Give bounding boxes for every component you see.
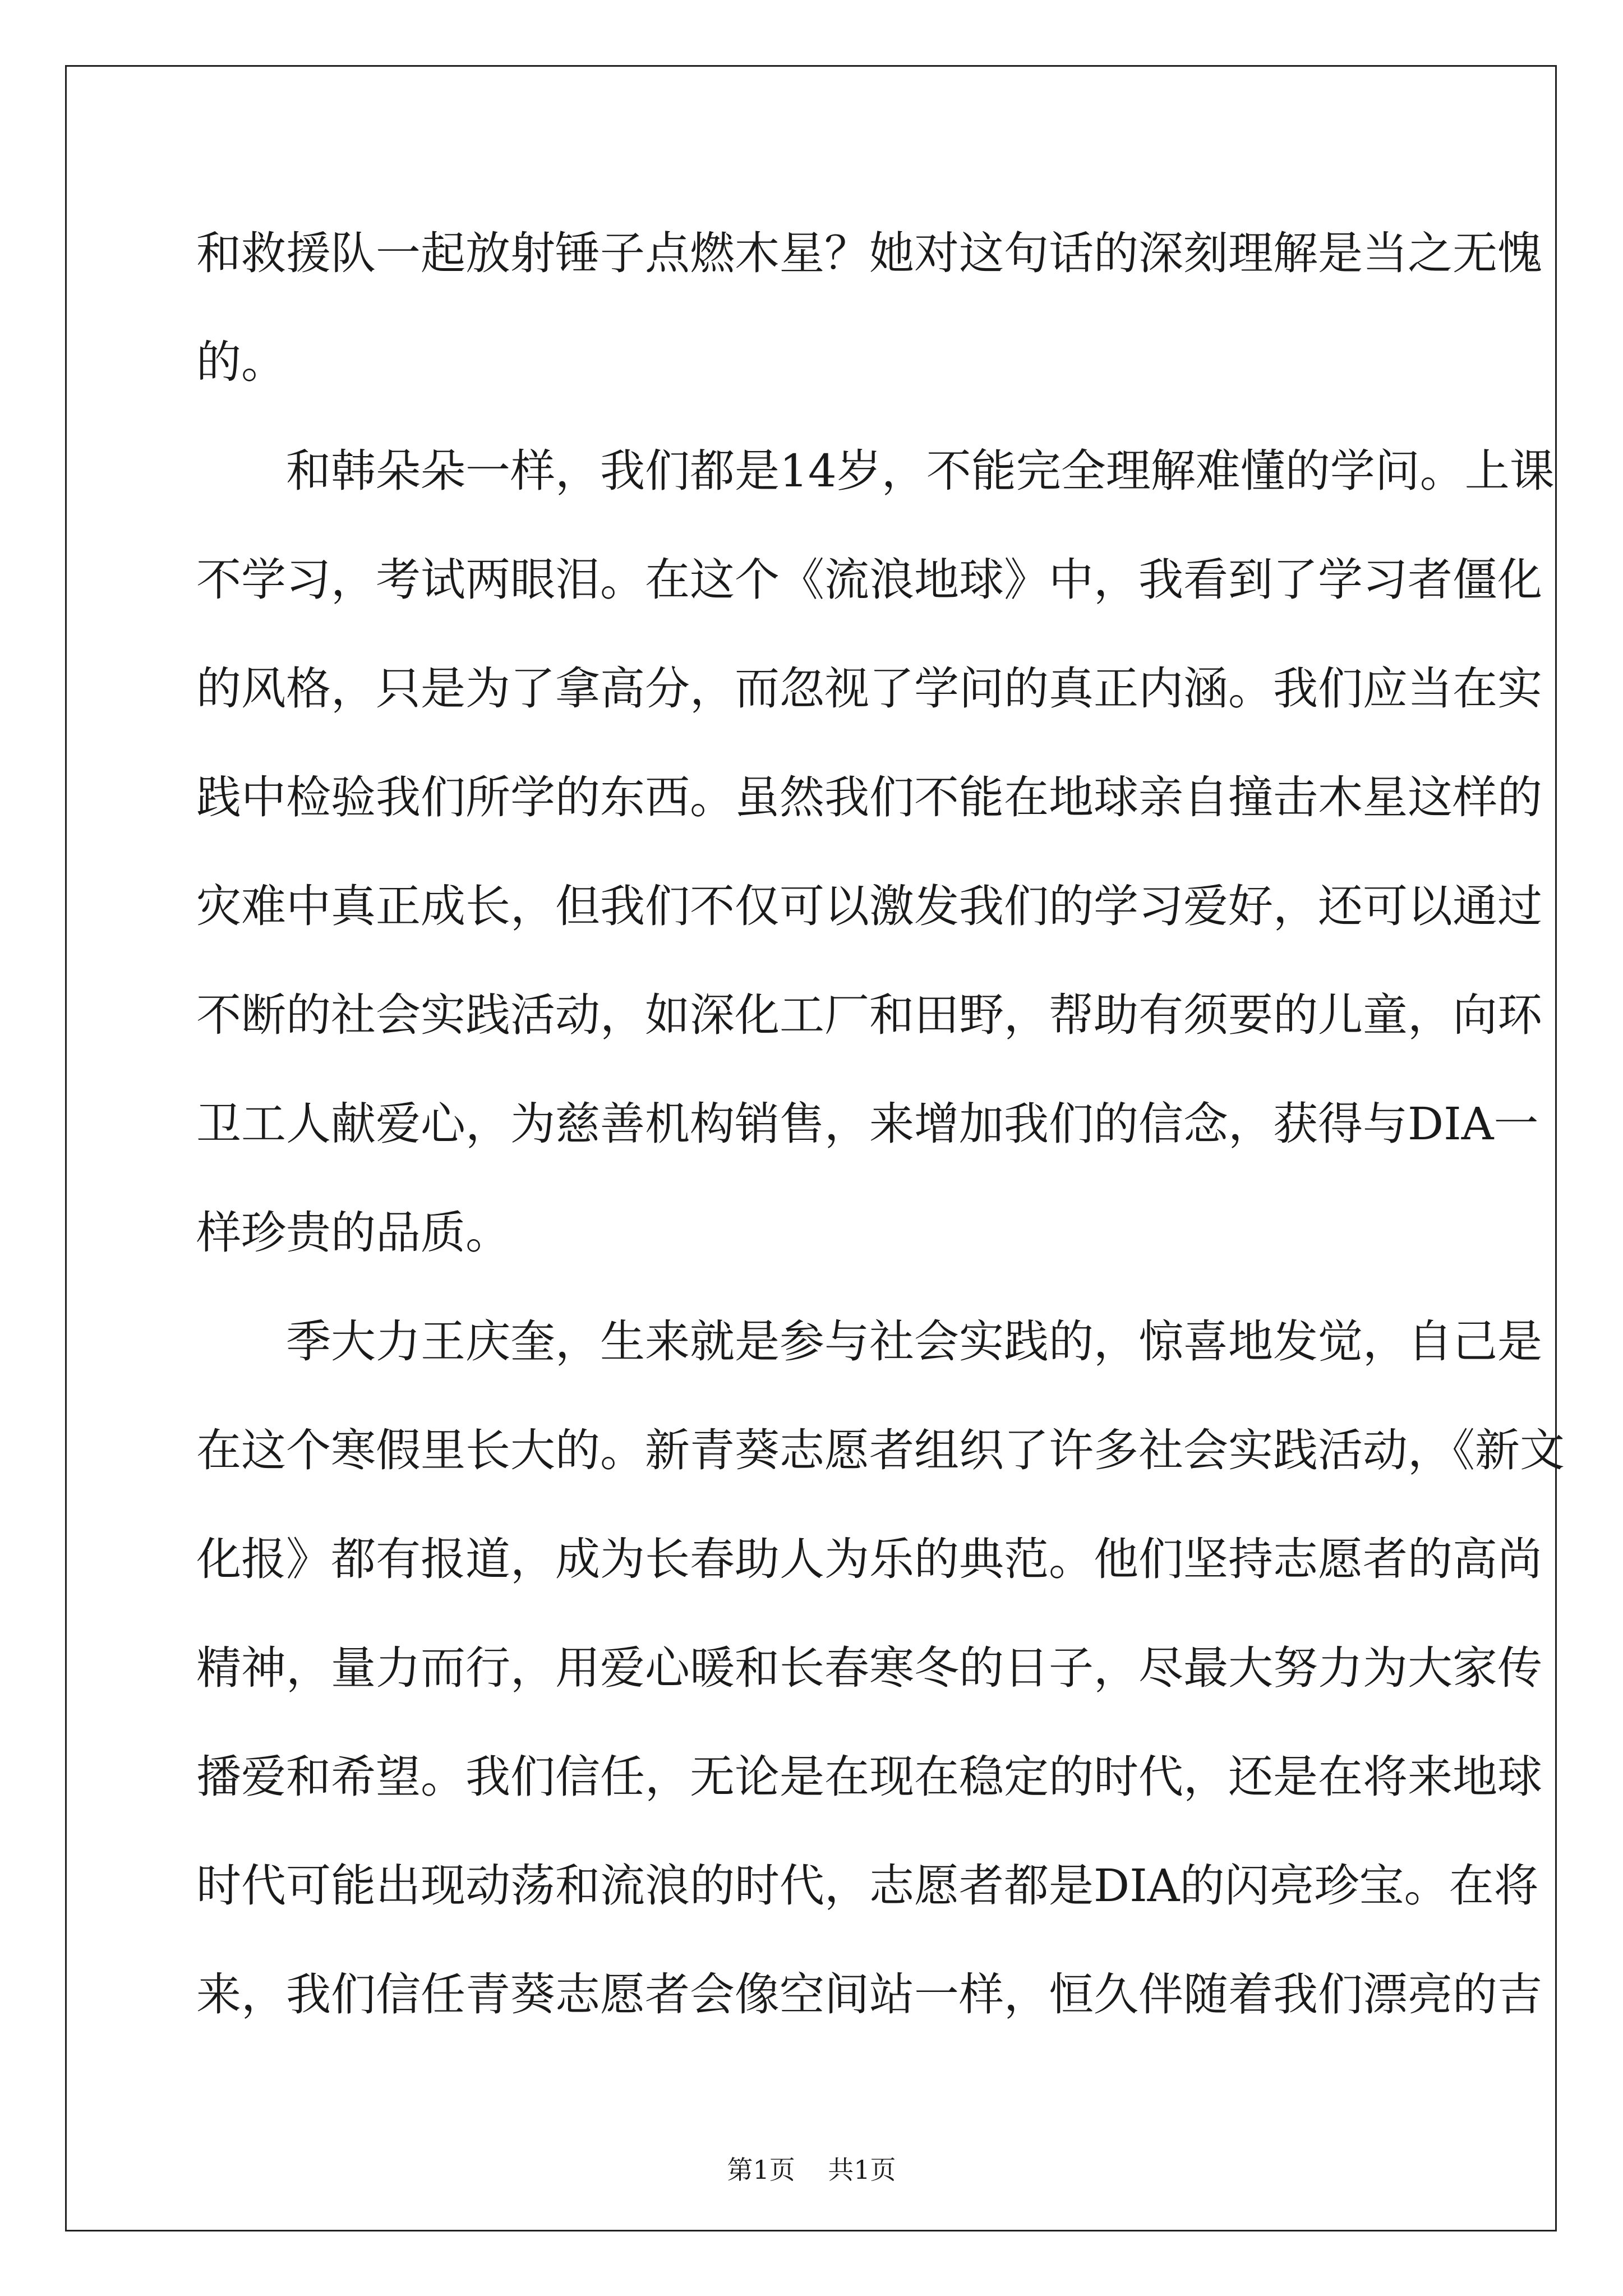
document-body <box>196 199 1565 2049</box>
text-line: 卫工人献爱心，为慈善机构销售，来增加我们的信念，获得与DIA一 <box>196 1098 1539 1150</box>
page-number: 第1页 <box>727 2155 795 2185</box>
text-line: 化报》都有报道，成为长春助人为乐的典范。他们坚持志愿者的高尚 <box>196 1533 1542 1585</box>
paragraph-start-line: 季大力王庆奎，生来就是参与社会实践的，惊喜地发觉，自己是 <box>196 1315 1542 1368</box>
text-line: 播爱和希望。我们信任，无论是在现在稳定的时代，还是在将来地球 <box>196 1751 1542 1803</box>
text-line: 来，我们信任青葵志愿者会像空间站一样，恒久伴随着我们漂亮的吉 <box>196 1968 1542 2021</box>
text-line: 的风格，只是为了拿高分，而忽视了学问的真正内涵。我们应当在实 <box>196 662 1542 715</box>
paragraph-start-line: 和韩朵朵一样，我们都是14岁，不能完全理解难懂的学问。上课 <box>196 445 1555 497</box>
text-line: 不断的社会实践活动，如深化工厂和田野，帮助有须要的儿童，向环 <box>196 989 1542 1041</box>
page-total: 共1页 <box>828 2155 896 2185</box>
page-footer <box>0 2153 1623 2187</box>
text-line: 时代可能出现动荡和流浪的时代，志愿者都是DIA的闪亮珍宝。在将 <box>196 1860 1539 1912</box>
text-line: 的。 <box>196 336 286 388</box>
text-line: 精神，量力而行，用爱心暖和长春寒冬的日子，尽最大努力为大家传 <box>196 1642 1542 1694</box>
text-line: 不学习，考试两眼泪。在这个《流浪地球》中，我看到了学习者僵化 <box>196 554 1542 606</box>
text-line: 践中检验我们所学的东西。虽然我们不能在地球亲自撞击木星这样的 <box>196 771 1542 823</box>
text-line: 灾难中真正成长，但我们不仅可以激发我们的学习爱好，还可以通过 <box>196 880 1542 932</box>
text-line: 在这个寒假里长大的。新青葵志愿者组织了许多社会实践活动，《新文 <box>196 1424 1565 1476</box>
text-line: 和救援队一起放射锤子点燃木星？她对这句话的深刻理解是当之无愧 <box>196 227 1542 279</box>
text-line: 样珍贵的品质。 <box>196 1207 510 1259</box>
